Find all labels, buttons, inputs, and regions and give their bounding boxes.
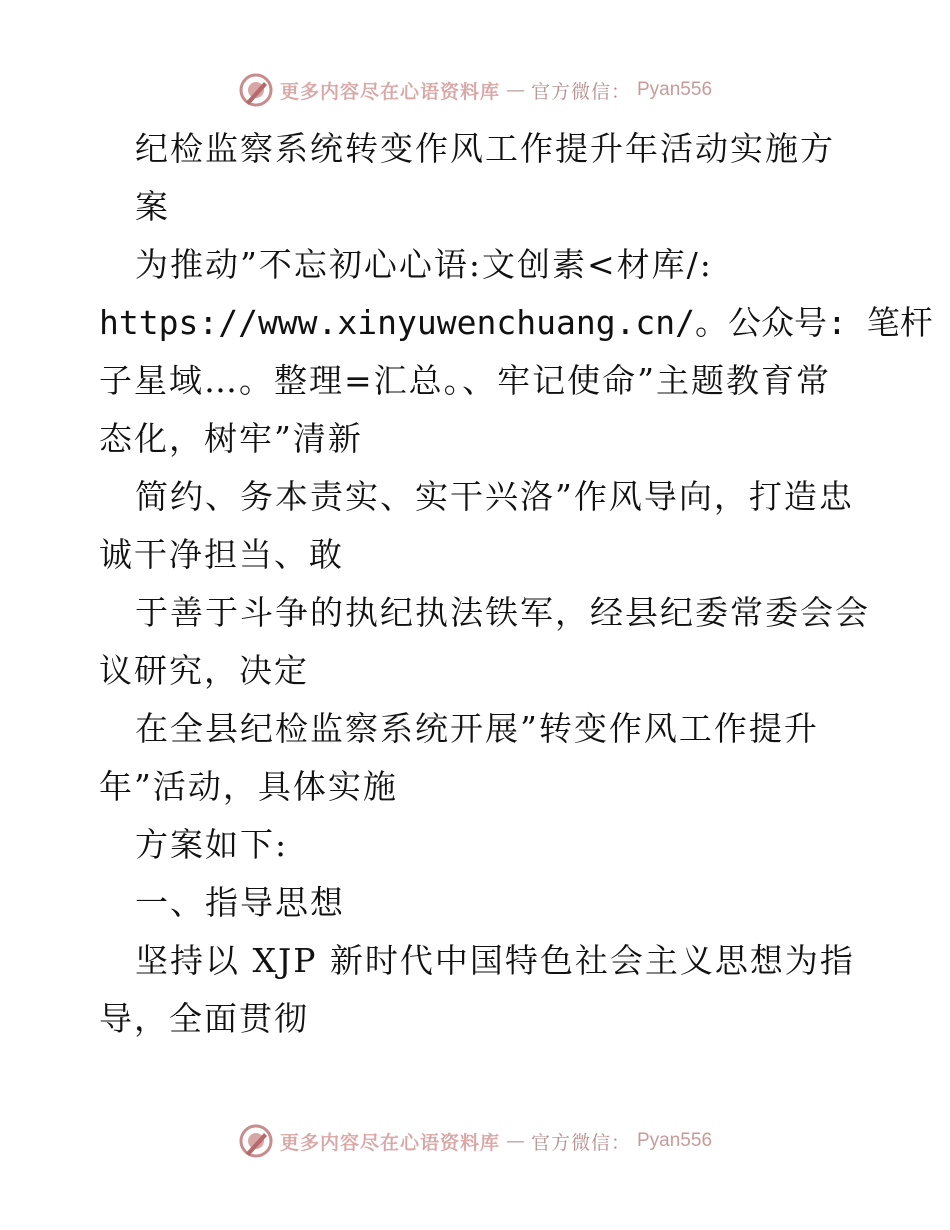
document-body	[99, 120, 933, 1048]
header-watermark	[0, 70, 950, 110]
watermark-label: 官方微信：	[530, 1131, 631, 1154]
paragraph-line: 年”活动，具体实施	[99, 767, 398, 806]
logo-icon	[238, 72, 274, 108]
paragraph-line: 简约、务本责实、实干兴洛”作风导向，打造忠	[135, 477, 854, 516]
watermark-account: Pyan556	[637, 1130, 713, 1151]
watermark-brand: 更多内容尽在心语资料库	[279, 1131, 500, 1154]
footer-watermark	[0, 1121, 950, 1161]
title-line-2: 案	[135, 187, 170, 226]
watermark-account: Pyan556	[637, 79, 713, 100]
paragraph-line: 方案如下:	[135, 825, 289, 864]
paragraph-line-url: https://www.xinyuwenchuang.cn/。公众号: 笔杆	[99, 303, 933, 342]
paragraph-line: 为推动”不忘初心心语:文创素<材库/:	[135, 245, 713, 284]
logo-icon	[238, 1123, 274, 1159]
watermark-label: 官方微信：	[530, 80, 631, 103]
watermark-brand: 更多内容尽在心语资料库	[279, 80, 500, 103]
watermark-dash: —	[505, 1130, 525, 1152]
title-line-1: 纪检监察系统转变作风工作提升年活动实施方	[135, 129, 835, 168]
watermark-dash: —	[505, 79, 525, 101]
section-heading: 一、指导思想	[135, 883, 345, 922]
paragraph-line: 诚干净担当、敢	[99, 535, 344, 574]
paragraph-line: 态化，树牢”清新	[99, 419, 363, 458]
paragraph-line: 议研究，决定	[99, 651, 309, 690]
paragraph-line: 在全县纪检监察系统开展”转变作风工作提升	[135, 709, 819, 748]
paragraph-line: 子星域…。整理=汇总。、牢记使命”主题教育常	[99, 361, 832, 400]
paragraph-line: 导，全面贯彻	[99, 999, 309, 1038]
paragraph-line: 坚持以 XJP 新时代中国特色社会主义思想为指	[135, 941, 855, 980]
paragraph-line: 于善于斗争的执纪执法铁军，经县纪委常委会会	[135, 593, 870, 632]
